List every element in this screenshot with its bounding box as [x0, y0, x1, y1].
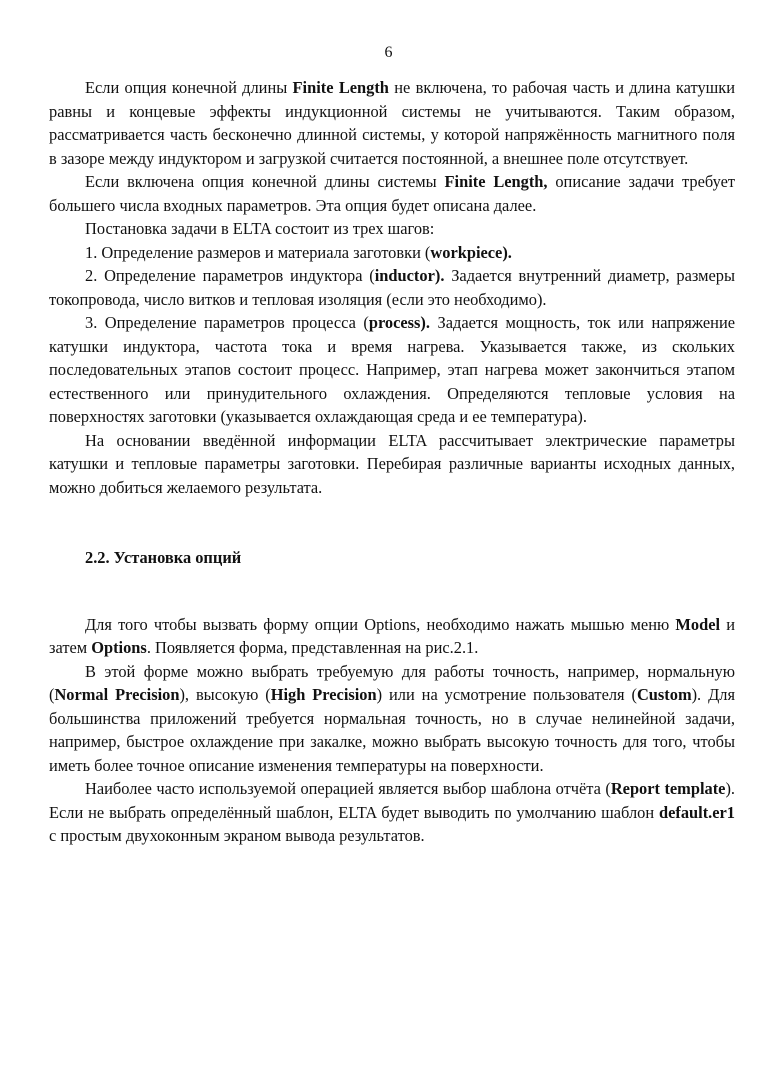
section-heading: 2.2. Установка опций: [85, 548, 242, 567]
paragraph: [49, 217, 735, 241]
bold-term: process).: [368, 313, 430, 332]
text-run: и затем: [49, 614, 735, 657]
text-run: Наиболее часто используемой операцией является выбор шаблона отчёта (: [85, 779, 611, 798]
paragraph: [49, 777, 735, 848]
text-run: ) или на усмотрение пользователя (: [376, 685, 637, 704]
text-run: ), высокую (: [179, 685, 271, 704]
paragraph: [49, 429, 735, 500]
text-run: Задается мощность, ток или напряжение катушки индуктора, частота тока и время нагрева. Указывается также, из скольких последовательных этапов состоит процесс. Например, этап нагрева может закончиться этапом естественного или принудительного охлаждения. Определяются тепловые условия на поверхностях заготовки (указывается охлаждающая среда и ее температура).: [49, 313, 735, 426]
text-run: 1. Определение размеров и материала заготовки (: [85, 242, 431, 262]
text-run: Постановка задачи в ELTA состоит из трех шагов:: [85, 219, 435, 238]
text-run: не включена, то рабочая часть и длина катушки равны и концевые эффекты индукционной системы не учитываются. Таким образом, рассматривается часть бесконечно длинной системы, у которой напряжённость магнитного поля в зазоре между индуктором и загрузкой считается постоянной, а внешнее поле отсутствует.: [49, 78, 735, 168]
text-run: 3. Определение параметров процесса (: [85, 313, 369, 332]
text-body: [49, 76, 735, 848]
paragraph: [49, 311, 735, 429]
bold-term: Model: [675, 614, 721, 634]
bold-term: Finite Length,: [444, 172, 548, 191]
paragraph: [49, 170, 735, 217]
bold-term: workpiece).: [430, 242, 512, 262]
paragraph: [49, 264, 735, 311]
text-run: 2. Определение параметров индуктора (: [85, 266, 375, 285]
bold-term: inductor).: [374, 266, 445, 285]
text-run: На основании введённой информации ELTA рассчитывает электрические параметры катушки и тепловые параметры заготовки. Перебирая различные варианты исходных данных, можно добиться желаемого результата.: [49, 430, 735, 497]
text-run: Для того чтобы вызвать форму опции Options, необходимо нажать мышью меню: [85, 614, 676, 634]
text-run: В этой форме можно выбрать требуемую для работы точность, например, нормальную (: [49, 661, 735, 704]
bold-term: Report template: [610, 779, 726, 798]
bold-term: High Precision: [270, 685, 377, 704]
bold-term: Custom: [636, 685, 692, 704]
text-run: . Появляется форма, представленная на рис.2.1.: [146, 638, 479, 657]
text-run: с простым двухоконным экраном вывода результатов.: [49, 826, 425, 845]
paragraph: [49, 241, 735, 265]
paragraphs-bottom: [49, 613, 735, 848]
text-run: Если опция конечной длины: [85, 78, 293, 97]
bold-term: Finite Length: [292, 78, 389, 97]
paragraph: [49, 660, 735, 778]
text-run: ). Для большинства приложений требуется нормальная точность, но в случае нелинейной задачи, например, быстрое охлаждение при закалке, можно выбрать высокую точность для того, чтобы иметь более точное описание изменения температуры на поверхности.: [49, 685, 735, 775]
paragraphs-top: [49, 76, 735, 499]
text-run: Если включена опция конечной длины системы: [85, 172, 445, 191]
text-run: Задается внутренний диаметр, размеры токопровода, число витков и тепловая изоляция (если это необходимо).: [49, 266, 735, 309]
page-number: 6: [384, 44, 393, 61]
paragraph: [49, 613, 735, 660]
text-run: описание задачи требует большего числа входных параметров. Эта опция будет описана далее.: [49, 172, 736, 215]
bold-term: Options: [91, 638, 147, 657]
text-run: ). Если не выбрать определённый шаблон, ELTA будет выводить по умолчанию шаблон: [49, 779, 736, 822]
paragraph: [49, 76, 735, 170]
bold-term: Normal Precision: [54, 685, 180, 704]
bold-term: default.er1: [658, 802, 735, 822]
